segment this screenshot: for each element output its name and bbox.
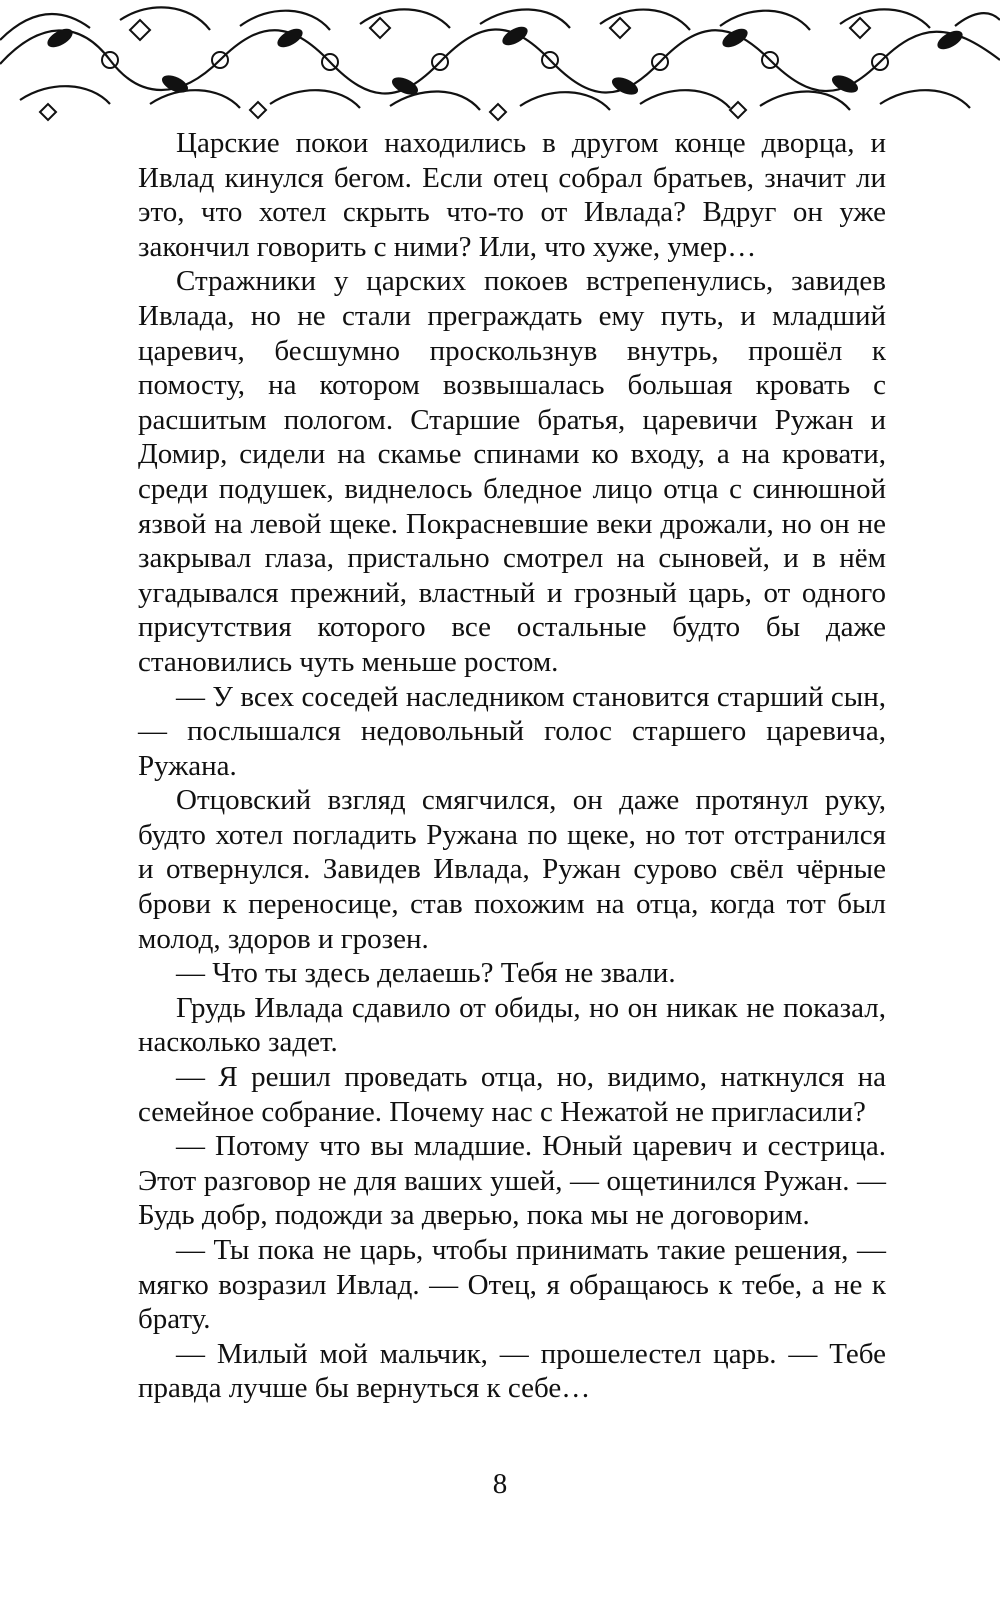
paragraph: — Милый мой мальчик, — прошелестел царь. — Тебе правда лучше бы вернуться к себе… [138,1337,886,1405]
paragraph: — Ты пока не царь, чтобы принимать такие решения, — мягко возразил Ивлад. — Отец, я обращаюсь к тебе, а не к брату. [138,1234,886,1336]
body-text [138,126,886,1406]
paragraph: — Потому что вы младшие. Юный царевич и сестрица. Этот разговор не для ваших ушей, — ощетинился Ружан. — Будь добр, подожди за дверью, пока мы не договорим. [138,1130,886,1232]
page-number: 8 [492,1468,508,1500]
paragraph: Отцовский взгляд смягчился, он даже протянул руку, будто хотел погладить Ружана по щеке, но тот отстранился и отвернулся. Завидев Ивлада, Ружан сурово свёл чёрные брови к переносице, став похожим на отца, когда тот был молод, здоров и грозен. [138,784,886,955]
paragraph: Царские покои находились в другом конце дворца, и Ивлад кинулся бегом. Если отец собрал братьев, значит ли это, что хотел скрыть что-то от Ивлада? Вдруг он уже закончил говорить с ними? Или, что хуже, умер… [138,127,886,263]
paragraph: Стражники у царских покоев встрепенулись, завидев Ивлада, но не стали преграждать ему путь, и младший царевич, бесшумно проскользнув внутрь, прошёл к помосту, на котором возвышалась большая кровать с расшитым пологом. Старшие братья, царевичи Ружан и Домир, сидели на скамье спинами ко входу, а на кровати, среди подушек, виднелось бледное лицо отца с синюшной язвой на левой щеке. Покрасневшие веки дрожали, но он не закрывал глаза, пристально смотрел на сыновей, и в нём угадывался прежний, властный и грозный царь, от одного присутствия которого все остальные будто бы даже становились чуть меньше ростом. [138,265,886,678]
paragraph: — У всех соседей наследником становится старший сын, — послышался недовольный голос старшего царевича, Ружана. [138,680,886,782]
paragraph: — Я решил проведать отца, но, видимо, наткнулся на семейное собрание. Почему нас с Нежатой не пригласили? [138,1061,886,1128]
paragraph: — Что ты здесь делаешь? Тебя не звали. [176,957,676,990]
floral-ornament-header [0,0,1000,126]
paragraph: Грудь Ивлада сдавило от обиды, но он никак не показал, насколько задет. [138,991,886,1059]
